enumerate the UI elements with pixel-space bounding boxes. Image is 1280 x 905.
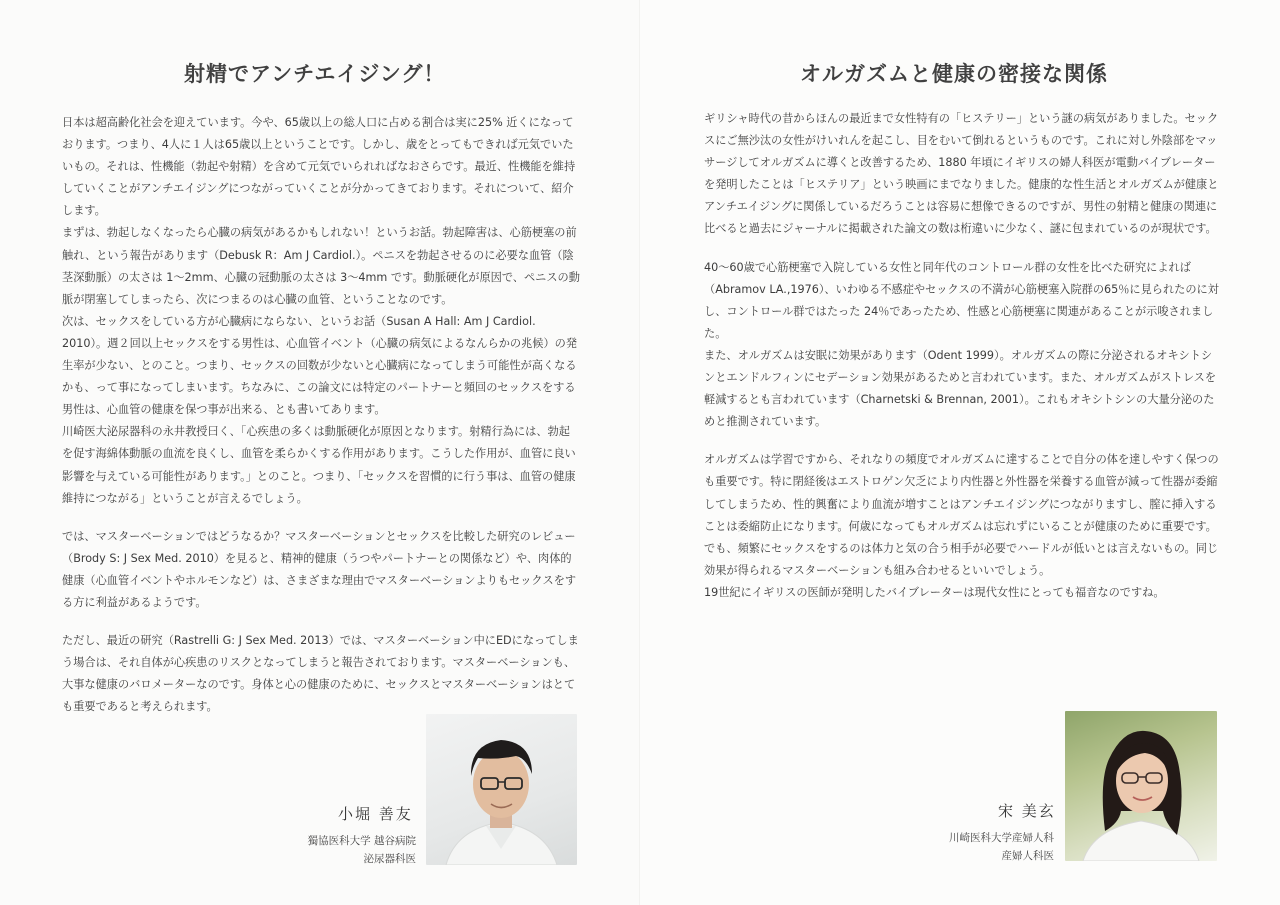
right-page — [640, 0, 1280, 905]
right-paragraph: オルガズムは学習ですから、それなりの頻度でオルガズムに達することで自分の体を達しやすく保つのも重要です。特に閉経後はエストロゲン欠乏により内性器と外性器を栄養する血管が減って性器が委縮してしまうため、性的興奮により血流が増すことはアンチエイジングにつながりますし、膣に挿入することは委縮防止になります。何歳になってもオルガズムは忘れずにいることが健康のために重要です。 — [704, 453, 1219, 533]
author-photo — [426, 714, 577, 865]
left-paragraph: 次は、セックスをしている方が心臓病にならない、というお話（Susan A Hall: Am J Cardiol. 2010）。週２回以上セックスをする男性は、心血管イベント（心臓の病気によるなんらかの兆候）の発生率が少ない、とのこと。つまり、セックスの回数が少ないと心臓病になってしまう可能性が高くなるかも、って事になってしまいます。ちなみに、この論文には特定のパートナーと頻回のセックスをする男性は、心血管の健康を保つ事が出来る、とも書いてあります。 — [62, 314, 578, 417]
left-paragraph: ただし、最近の研究（Rastrelli G: J Sex Med. 2013）では、マスターベーション中にEDになってしまう場合は、それ自体が心疾患のリスクとなってしまうと報告されております。マスターベーションも、大事な健康のバロメーターなのです。身体と心の健康のために、セックスとマスターベーションはとても重要であると考えられます。 — [62, 634, 579, 714]
left-page-title: 射精でアンチエイジング！ — [184, 62, 446, 86]
right-paragraph: また、オルガズムは安眠に効果があります（Odent 1999）。オルガズムの際に分泌されるオキシトシンとエンドルフィンにセデーション効果があるためと言われています。また、オルガズムがストレスを軽減するとも言われています（Charnetski & Brennan, 2001）。これもオキシトシンの大量分泌のためと推測されています。 — [704, 348, 1217, 429]
left-paragraph: では、マスターベーションではどうなるか？マスターベーションとセックスを比較した研究のレビュー（Brody S: J Sex Med. 2010）を見ると、精神的健康（うつやパートナーとの関係など）や、肉体的健康（心血管イベントやホルモンなど）は、さまざまな理由でマスターベーションよりもセックスをする方に利益があるようです。 — [62, 529, 577, 609]
left-paragraph: 川崎医大泌尿器科の永井教授曰く、「心疾患の多くは動脈硬化が原因となります。射精行為には、勃起を促す海綿体動脈の血流を良くし、血管を柔らかくする作用があります。こうした作用が、血管に良い影響を与えている可能性があります。」とのこと。つまり、「セックスを習慣的に行う事は、血管の健康維持につながる」ということが言えるでしょう。 — [62, 425, 576, 505]
right-paragraph: 40〜60歳で心筋梗塞で入院している女性と同年代のコントロール群の女性を比べた研究によれば（Abramov LA.,1976）、いわゆる不感症やセックスの不満が心筋梗塞入院群の65％に見られたのに対し、コントロール群ではたった 24％であったため、性感と心筋梗塞に関連があることが示唆されました。 — [704, 260, 1219, 340]
author-name: 小堀 善友 — [338, 805, 413, 823]
left-paragraph: まずは、勃起しなくなったら心臓の病気があるかもしれない！というお話。勃起障害は、心筋梗塞の前触れ、という報告があります（Debusk R：Am J Cardiol.）。ペニスを勃起させるのに必要な血管（陰茎深動脈）の太さは 1〜2mm、心臓の冠動脈の太さは 3〜4mm です。動脈硬化が原因で、ペニスの動脈が閉塞してしまったら、次につまるのは心臓の血管、ということなのです。 — [62, 226, 580, 306]
affiliation-line: 泌尿器科医 — [363, 853, 416, 865]
right-paragraph: 19世紀にイギリスの医師が発明したバイブレーターは現代女性にとっても福音なのですね。 — [704, 585, 1165, 599]
author-affiliation — [949, 829, 1054, 865]
author-name: 宋 美玄 — [998, 802, 1056, 820]
right-article-body — [704, 108, 1220, 604]
right-page-title: オルガズムと健康の密接な関係 — [800, 62, 1108, 86]
author-photo — [1065, 711, 1217, 861]
affiliation-line: 獨協医科大学 越谷病院 — [307, 835, 416, 847]
affiliation-line: 川崎医科大学産婦人科 — [949, 832, 1054, 844]
left-paragraph: 日本は超高齢化社会を迎えています。今や、65歳以上の総人口に占める割合は実に25% 近くになっております。つまり、4人に１人は65歳以上ということです。しかし、歳をとってもできれば元気でいたいもの。それは、性機能（勃起や射精）を含めて元気でいられればなおさらです。最近、性機能を維持していくことがアンチエイジングにつながっていくことが分かってきております。それについて、紹介します。 — [62, 116, 576, 218]
author-affiliation — [308, 832, 416, 868]
left-article-body — [62, 112, 580, 718]
right-paragraph: ギリシャ時代の昔からほんの最近まで女性特有の「ヒステリー」という謎の病気がありました。セックスにご無沙汰の女性がけいれんを起こし、目をむいて倒れるというものです。これに対し外陰部をマッサージしてオルガズムに導くと改善するため、1880 年頃にイギリスの婦人科医が電動バイブレーターを発明したことは「ヒステリア」という映画にまでなりました。健康的な性生活とオルガズムが健康とアンチエイジングに関係しているだろうことは容易に想像できるのですが、男性の射精と健康の関連に比べると過去にジャーナルに掲載された論文の数は桁違いに少なく、謎に包まれているのが現状です。 — [704, 112, 1219, 236]
right-paragraph: でも、頻繁にセックスをするのは体力と気の合う相手が必要でハードルが低いとは言えないもの。同じ効果が得られるマスターベーションも組み合わせるといいでしょう。 — [704, 541, 1219, 577]
affiliation-line: 産婦人科医 — [1001, 850, 1054, 862]
